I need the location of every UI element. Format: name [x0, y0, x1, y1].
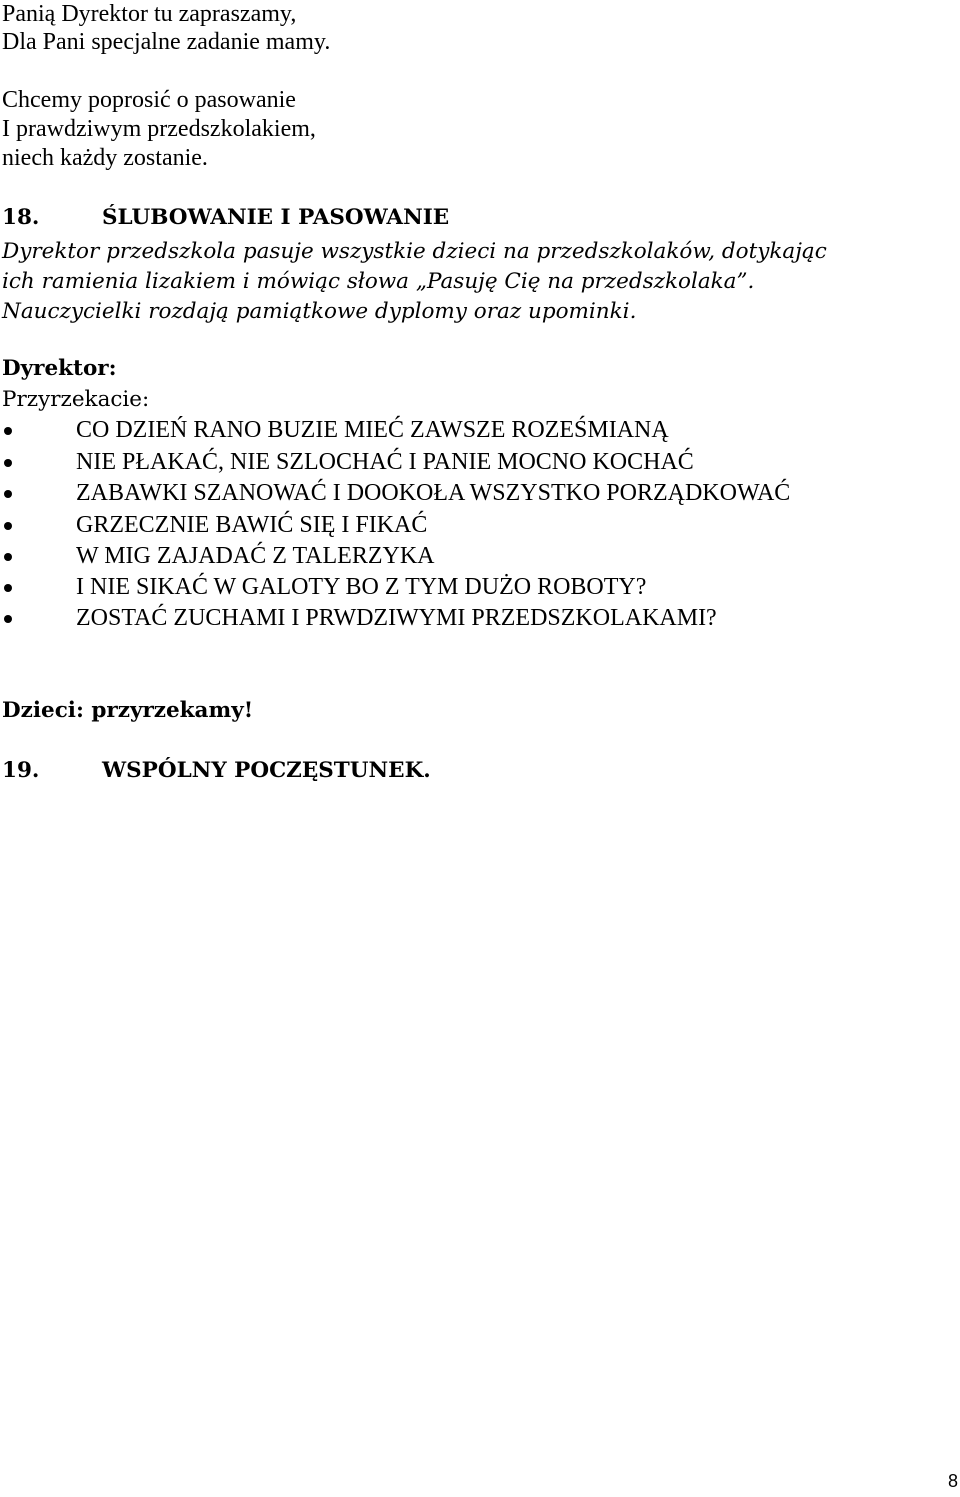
bullet-icon [4, 459, 12, 467]
section-number: 19. [2, 758, 40, 783]
intro-line-5: niech każdy zostanie. [2, 145, 208, 171]
bullet-icon [4, 584, 12, 592]
intro-line-3: Chcemy poprosić o pasowanie [2, 87, 296, 113]
list-item-text: W MIG ZAJADAĆ Z TALERZYKA [76, 543, 435, 569]
bullet-icon [4, 427, 12, 435]
bullet-icon [4, 553, 12, 561]
speaker-label: Dyrektor: [2, 356, 117, 381]
lead-text: Przyrzekacie: [2, 387, 150, 412]
description-line-1: Dyrektor przedszkola pasuje wszystkie dzieci na przedszkolaków, dotykając [2, 239, 827, 264]
bullet-icon [4, 490, 12, 498]
list-item-text: GRZECZNIE BAWIĆ SIĘ I FIKAĆ [76, 512, 428, 538]
section-title: WSPÓLNY POCZĘSTUNEK. [102, 758, 431, 783]
intro-line-2: Dla Pani specjalne zadanie mamy. [2, 29, 331, 55]
intro-line-4: I prawdziwym przedszkolakiem, [2, 116, 316, 142]
children-response: Dzieci: przyrzekamy! [2, 698, 254, 723]
section-number: 18. [2, 205, 40, 230]
bullet-icon [4, 522, 12, 530]
section-18-heading [2, 203, 449, 232]
section-19-heading [2, 756, 431, 785]
description-line-3: Nauczycielki rozdają pamiątkowe dyplomy oraz upominki. [2, 299, 637, 324]
list-item-text: CO DZIEŃ RANO BUZIE MIEĆ ZAWSZE ROZEŚMIANĄ [76, 417, 669, 443]
list-item-text: NIE PŁAKAĆ, NIE SZLOCHAĆ I PANIE MOCNO KOCHAĆ [76, 449, 694, 475]
section-title: ŚLUBOWANIE I PASOWANIE [102, 205, 450, 230]
bullet-icon [4, 615, 12, 623]
intro-line-1: Panią Dyrektor tu zapraszamy, [2, 1, 297, 27]
list-item-text: I NIE SIKAĆ W GALOTY BO Z TYM DUŻO ROBOTY? [76, 574, 647, 600]
description-line-2: ich ramienia lizakiem i mówiąc słowa „Pasuję Cię na przedszkolaka”. [2, 269, 755, 294]
list-item-text: ZOSTAĆ ZUCHAMI I PRWDZIWYMI PRZEDSZKOLAKAMI? [76, 605, 717, 631]
list-item-text: ZABAWKI SZANOWAĆ I DOOKOŁA WSZYSTKO PORZĄDKOWAĆ [76, 480, 791, 506]
page-number: 8 [947, 1471, 958, 1491]
